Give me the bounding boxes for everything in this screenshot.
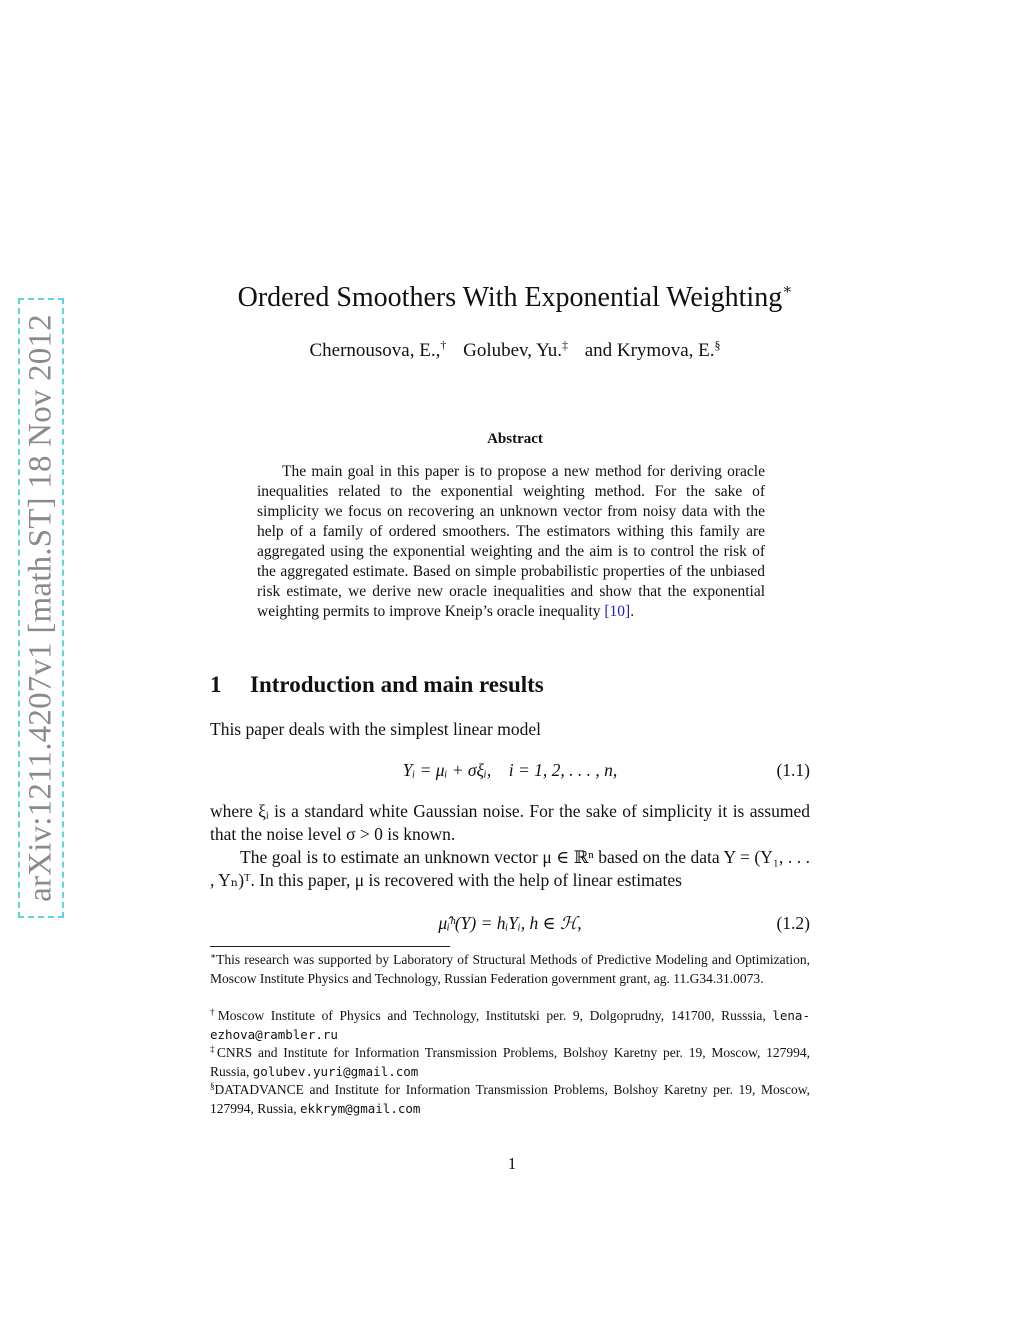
equation-number: (1.1) [776,760,810,780]
footnote-mark: ∗ [210,951,217,961]
author-footnote-mark[interactable]: § [714,338,721,352]
paper-title [200,282,830,314]
footnote-affiliation-3 [210,1081,810,1118]
paper-title-text: Ordered Smoothers With Exponential Weighting [237,282,783,313]
citation-link[interactable]: [10] [604,603,631,620]
author-krymova [585,340,721,361]
arxiv-stamp [18,298,64,918]
author-footnote-mark[interactable]: ‡ [561,338,568,352]
section-number: 1 [210,672,222,697]
equation-number: (1.2) [776,913,810,933]
author-chernousova [309,340,446,361]
email-link[interactable]: golubev.yuri@gmail.com [252,1063,419,1079]
email-link[interactable]: ekkrym@gmail.com [300,1100,421,1116]
abstract-end: . [630,603,635,620]
footnote-text: Moscow Institute of Physics and Technology, Institutski per. 9, Dolgoprudny, 141700, Russsia, [217,1008,766,1023]
author-footnote-mark[interactable]: † [440,338,447,352]
section-heading [210,672,544,698]
footnote-text: DATADVANCE and Institute for Information Transmission Problems, Bolshoy Karetny per. 19, Moscow, 127994, Russia, [210,1082,810,1116]
title-footnote-mark[interactable]: ∗ [782,282,793,298]
page-number: 1 [507,1154,517,1173]
equation-1-2-math: μ̂ᵢʰ(Y) = hᵢYᵢ, h ∈ ℋ, [438,913,582,933]
abstract-body [257,462,765,622]
footnote-mark: ‡ [210,1044,217,1054]
author-name: and Krymova, E. [584,340,715,361]
intro-paragraph-1: This paper deals with the simplest linear model [210,719,541,739]
author-name: Chernousova, E., [309,340,441,361]
intro-paragraph-2: where ξᵢ is a standard white Gaussian noise. For the sake of simplicity it is assumed that the noise level σ > 0 is known. [210,801,810,844]
footnote-funding [210,951,810,988]
footnote-rule [210,946,450,947]
footnote-affiliation-1 [210,1007,810,1044]
abstract-text: The main goal in this paper is to propose a new method for deriving oracle inequalities related to the exponential weighting method. For the sake of simplicity we focus on recovering an unknown vector from noisy data with the help of a family of ordered smoothers. The estimators withing this family are aggregated using the exponential weighting and the aim is to control the risk of the aggregated estimate. Based on simple probabilistic properties of the unbiased risk estimate, we derive new oracle inequalities and show that the exponential weighting permits to improve Kneip’s oracle inequality [257,463,765,620]
author-name: Golubev, Yu. [463,340,562,361]
equation-1-1-condition: i = 1, 2, . . . , n, [508,760,618,780]
abstract-heading: Abstract [487,431,543,447]
footnote-text: CNRS and Institute for Information Transmission Problems, Bolshoy Karetny per. 19, Moscow, 127994, Russia, [210,1045,810,1079]
equation-1-1-math [210,760,810,781]
equation-1-1 [210,760,810,784]
equation-1-1-expression: Yᵢ = μᵢ + σξᵢ, [402,760,492,780]
author-list [200,340,830,362]
section-title: Introduction and main results [250,672,544,697]
footnote-text: This research was supported by Laboratory of Structural Methods of Predictive Modeling and Optimization, Moscow Institute Physics and Technology, Russian Federation government grant, ag. 11.G34.31.0073. [210,952,810,986]
email-link[interactable]: lena-ezhova@rambler.ru [210,1008,810,1042]
equation-1-2 [210,913,810,937]
arxiv-stamp-text: arXiv:1211.4207v1 [math.ST] 18 Nov 2012 [22,314,59,902]
author-golubev [463,340,568,361]
footnote-affiliation-2 [210,1044,810,1081]
footnote-mark: † [210,1007,218,1017]
footnote-mark: § [210,1081,215,1091]
intro-paragraph-3: The goal is to estimate an unknown vector μ ∈ ℝⁿ based on the data Y = (Y₁, . . . , Yₙ)ᵀ. In this paper, μ is recovered with the help of linear estimates [210,847,810,890]
